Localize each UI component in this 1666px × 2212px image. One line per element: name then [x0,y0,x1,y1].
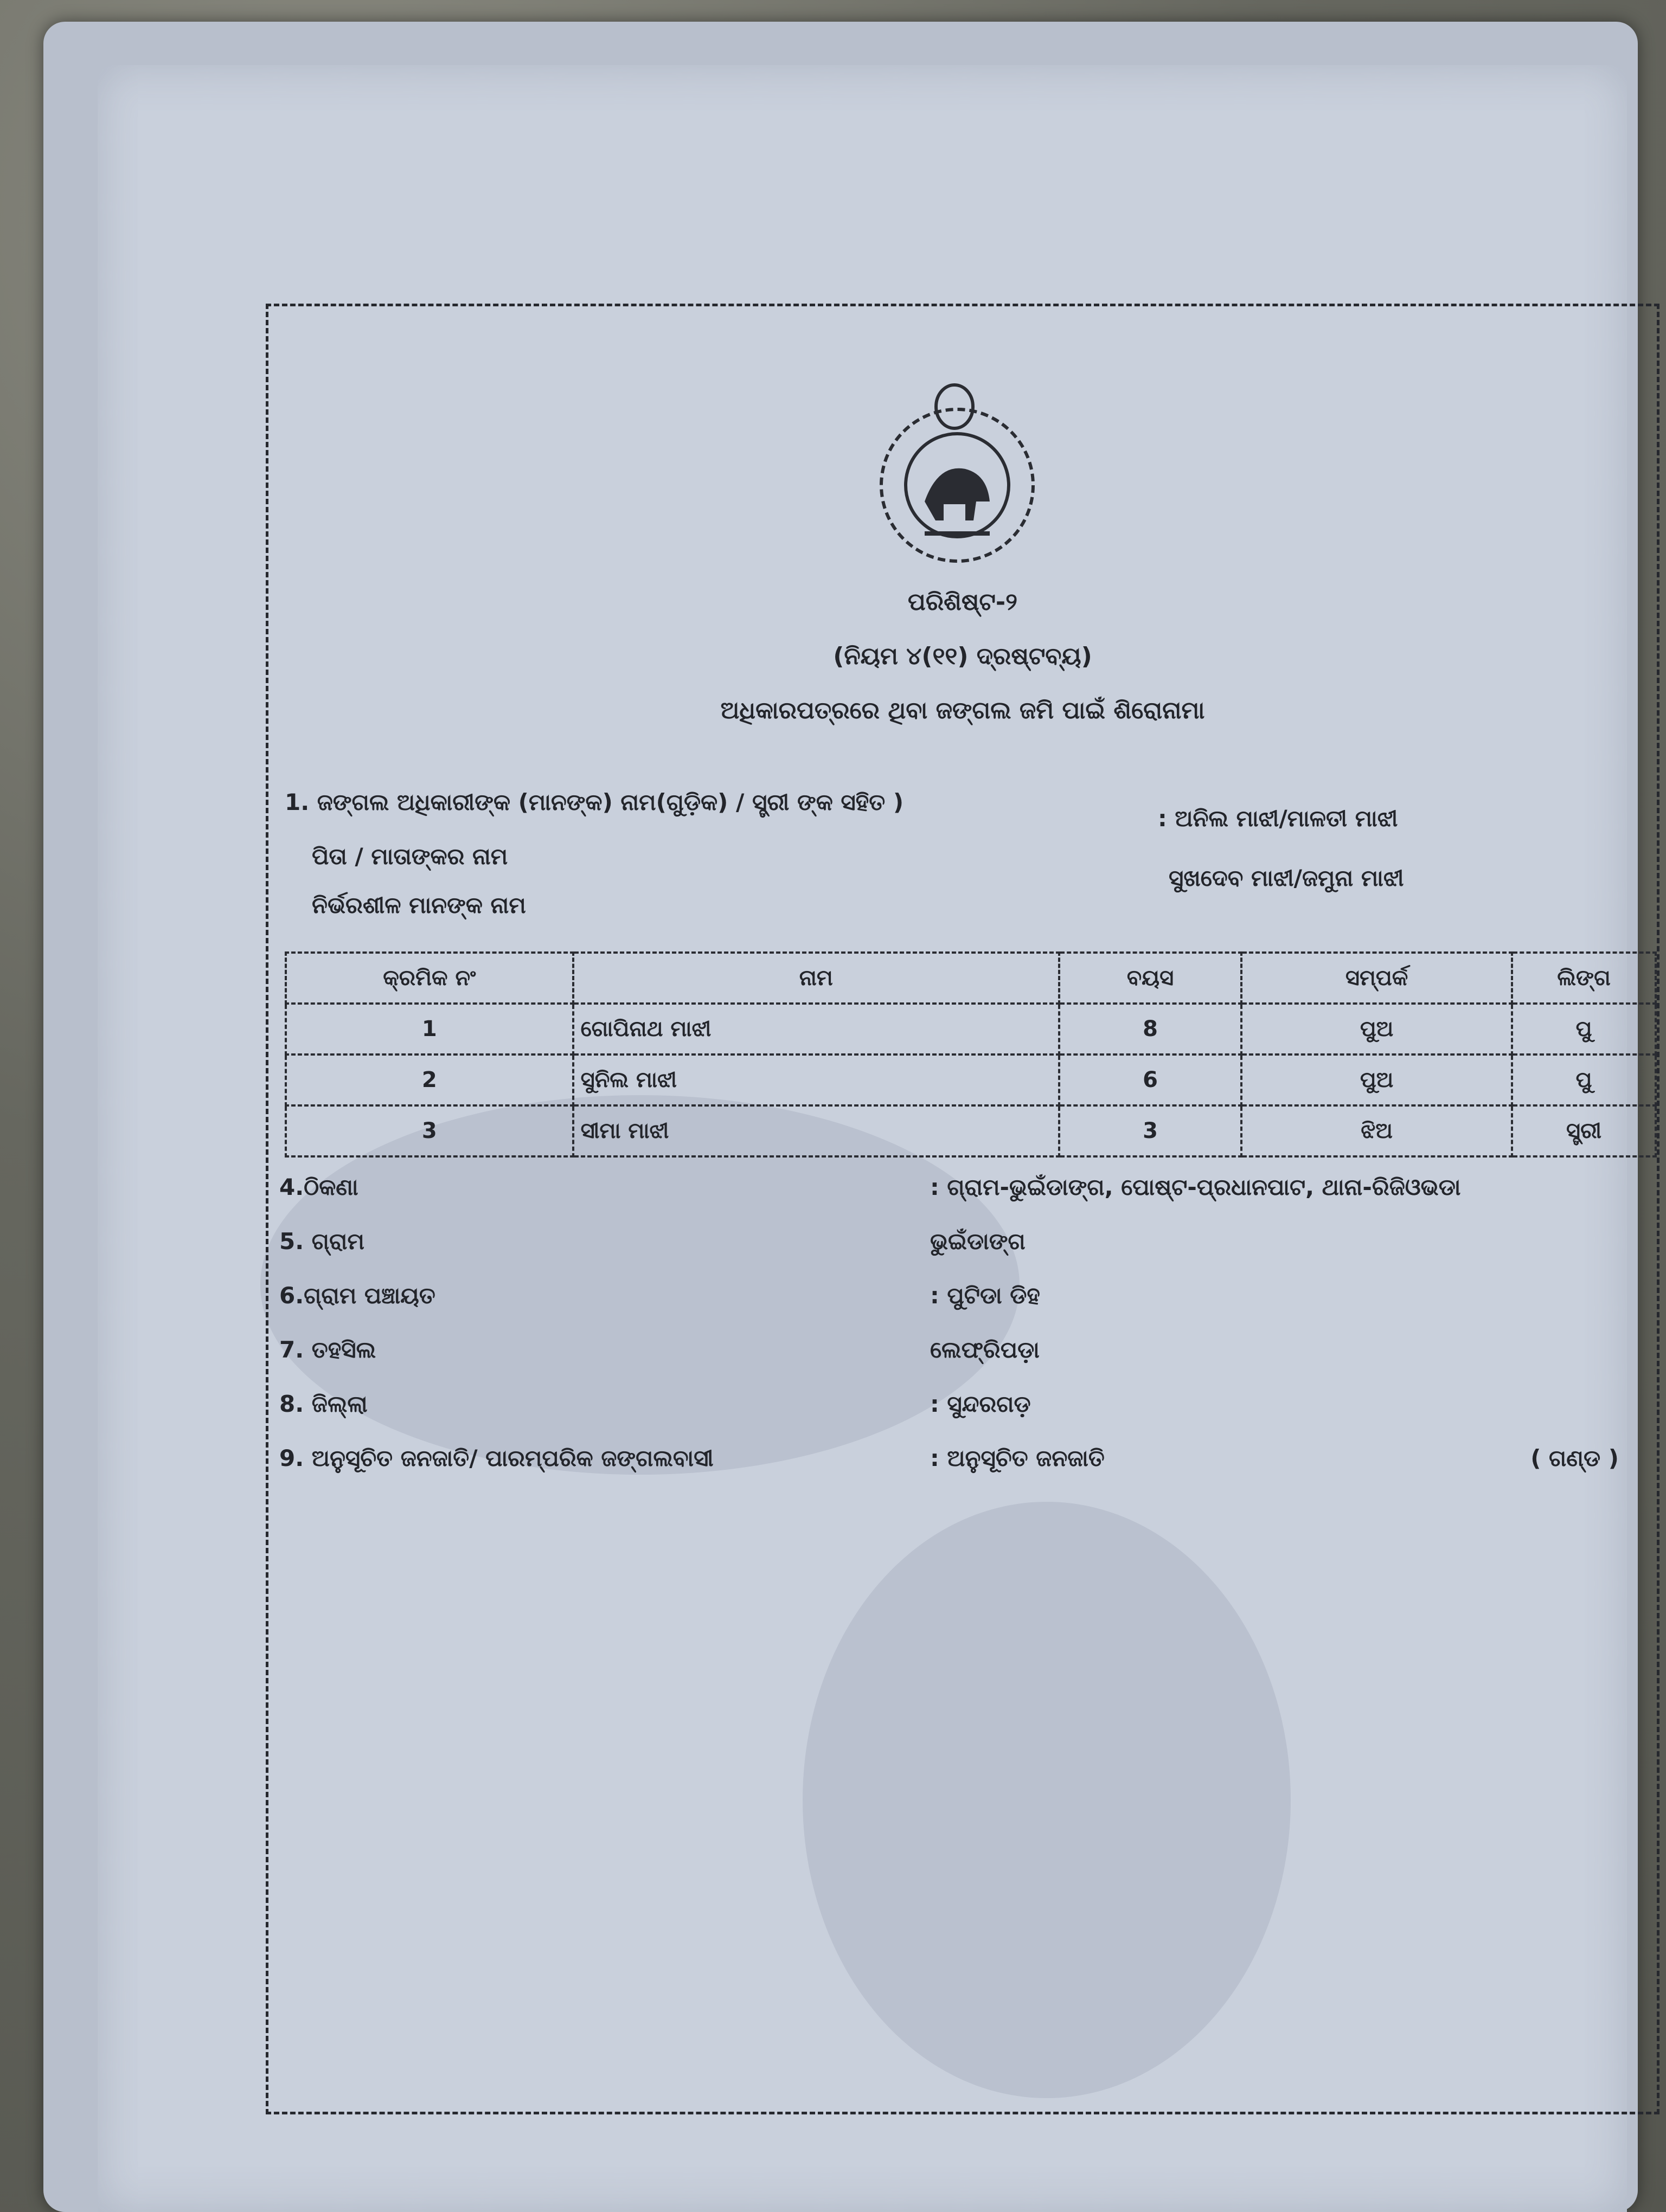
detail-row-district [279,1391,1646,1434]
detail-label: 8. ଜିଲ୍ଲା [279,1391,368,1417]
cell-serial: 1 [286,1004,573,1054]
detail-label: 9. ଅନୁସୂଚିତ ଜନଜାତି/ ପାରମ୍ପରିକ ଜଙ୍ଗଲବାସୀ [279,1445,714,1471]
header-serial: କ୍ରମିକ ନଂ [286,953,573,1004]
cell-gender: ସ୍ତ୍ରୀ [1512,1105,1656,1156]
detail-row-tribe-status [279,1445,1646,1488]
detail-label: 6.ଗ୍ରାମ ପଞ୍ଚାୟତ [279,1282,435,1309]
detail-row-address [279,1174,1646,1217]
cell-relation: ପୁଅ [1241,1054,1512,1105]
detail-value: ଭୁଇଁଡାଙ୍ଗ [930,1228,1026,1255]
document-card [98,65,1627,2212]
header-name: ନାମ [573,953,1059,1004]
header-age: ବୟସ [1059,953,1241,1004]
rule-reference: (ନିୟମ ୪(୧୧) ଦ୍ରଷ୍ଟବ୍ୟ) [833,642,1092,670]
detail-label: 7. ତହସିଲ [279,1336,376,1363]
cell-gender: ପୁ [1512,1004,1656,1054]
dependents-table [285,951,1657,1158]
cell-age: 3 [1059,1105,1241,1156]
table-row [286,1105,1656,1156]
detail-value: ଲେଫ୍ରିପଡ଼ା [930,1336,1040,1363]
detail-label: 5. ଗ୍ରାମ [279,1228,364,1255]
table-header-row [286,953,1656,1004]
cell-name: ସୀମା ମାଝୀ [573,1105,1059,1156]
detail-row-tehsil [279,1336,1646,1380]
cell-name: ସୁନିଲ ମାଝୀ [573,1054,1059,1105]
detail-value: : ପୁଟିଡା ଡିହ [930,1282,1040,1309]
tribe-category: ( ଗଣ୍ଡ ) [1530,1445,1619,1471]
detail-value: : ସୁନ୍ଦରଗଡ଼ [930,1391,1031,1417]
table-row [286,1004,1656,1054]
table-row [286,1054,1656,1105]
cell-serial: 2 [286,1054,573,1105]
state-emblem-seal [865,377,1049,567]
document-title: ଅଧିକାରପତ୍ରରେ ଥିବା ଜଙ୍ଗଲ ଜମି ପାଇଁ ଶିରୋନାମା [720,697,1205,724]
detail-label: 4.ଠିକଣା [279,1174,358,1200]
cell-relation: ପୁଅ [1241,1004,1512,1054]
cell-serial: 3 [286,1105,573,1156]
detail-row-village [279,1228,1646,1271]
parent-label: ପିତା / ମାତାଙ୍କର ନାମ [312,843,508,870]
detail-row-gram-panchayat [279,1282,1646,1326]
cell-age: 6 [1059,1054,1241,1105]
detail-value: : ଗ୍ରାମ-ଭୁଇଁଡାଙ୍ଗ, ପୋଷ୍ଟ-ପ୍ରଧାନପାଟ, ଥାନା-ରିଜିଓଭଡା [930,1174,1461,1200]
form-number: ପରିଶିଷ୍ଟ-୨ [907,588,1018,616]
holder-label: 1. ଜଙ୍ଗଲ ଅଧିକାରୀଙ୍କ (ମାନଙ୍କ) ନାମ(ଗୁଡ଼ିକ) / ସ୍ତ୍ରୀ ଙ୍କ ସହିତ ) [285,789,904,815]
cell-age: 8 [1059,1004,1241,1054]
detail-value: : ଅନୁସୂଚିତ ଜନଜାତି [930,1445,1105,1471]
holder-names: : ଅନିଲ ମାଝୀ/ମାଳତୀ ମାଝୀ [1158,805,1398,832]
document-frame [266,304,1659,2114]
cell-relation: ଝିଅ [1241,1105,1512,1156]
cell-name: ଗୋପିନାଥ ମାଝୀ [573,1004,1059,1054]
cell-gender: ପୁ [1512,1054,1656,1105]
parent-names: ସୁଖଦେବ ମାଝୀ/ଜମୁନା ମାଝୀ [1169,865,1404,891]
header-gender: ଲିଙ୍ଗ [1512,953,1656,1004]
dependents-label: ନିର୍ଭରଶୀଳ ମାନଙ୍କ ନାମ [312,892,526,918]
header-relation: ସମ୍ପର୍କ [1241,953,1512,1004]
